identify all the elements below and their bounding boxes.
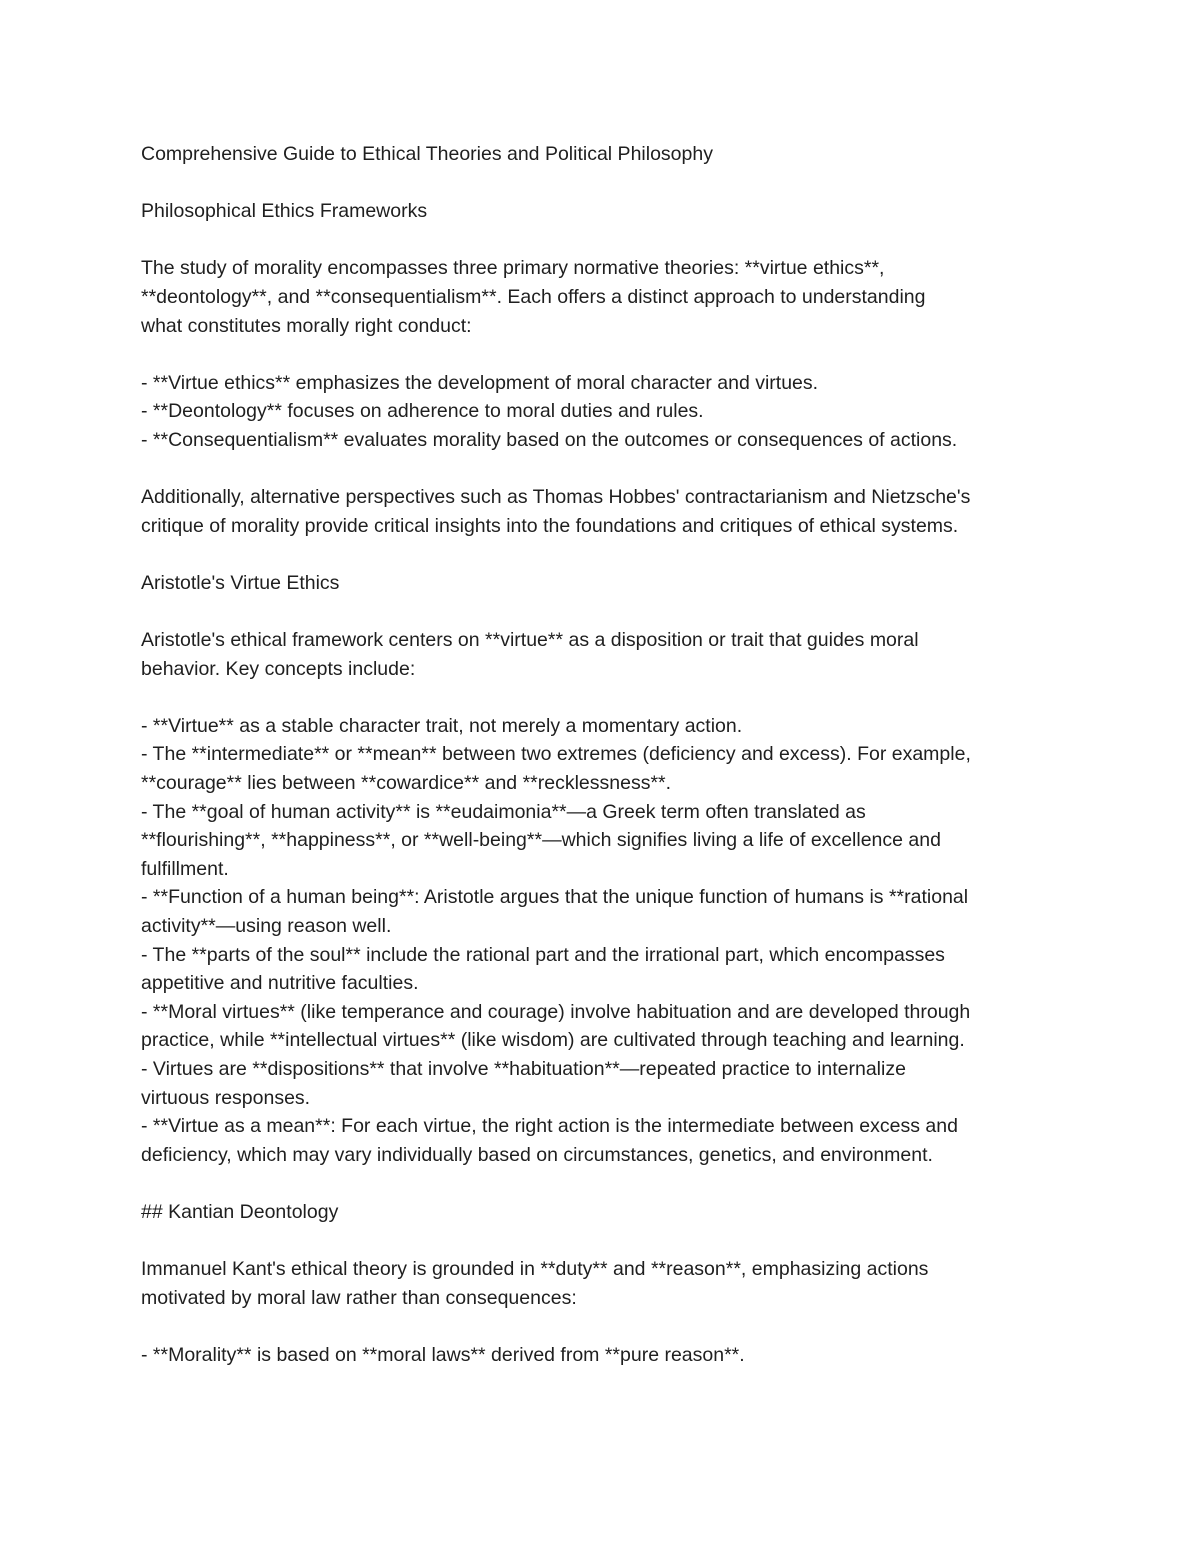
text-line: what constitutes morally right conduct: bbox=[141, 314, 472, 337]
list-item: appetitive and nutritive faculties. bbox=[141, 972, 419, 995]
paragraph-alternative-perspectives bbox=[141, 483, 1071, 540]
list-kant-points bbox=[141, 1341, 1071, 1370]
list-item: virtuous responses. bbox=[141, 1086, 311, 1109]
list-item: - **Virtue ethics** emphasizes the development of moral character and virtues. bbox=[141, 371, 819, 394]
list-item: activity**—using reason well. bbox=[141, 915, 392, 938]
list-item: - **Morality** is based on **moral laws** derived from **pure reason**. bbox=[141, 1343, 745, 1366]
text-line: behavior. Key concepts include: bbox=[141, 657, 416, 680]
document-title: Comprehensive Guide to Ethical Theories and Political Philosophy bbox=[141, 143, 713, 165]
list-item: - Virtues are **dispositions** that involve **habituation**—repeated practice to internalize bbox=[141, 1058, 906, 1080]
list-item: - The **goal of human activity** is **eudaimonia**—a Greek term often translated as bbox=[141, 800, 866, 823]
list-item: - **Function of a human being**: Aristotle argues that the unique function of humans is **rational bbox=[141, 886, 969, 909]
list-item: - **Virtue as a mean**: For each virtue, the right action is the intermediate between excess and bbox=[141, 1115, 958, 1138]
section-heading-aristotle: Aristotle's Virtue Ethics bbox=[141, 571, 340, 594]
text-line: critique of morality provide critical insights into the foundations and critiques of ethical systems. bbox=[141, 514, 959, 537]
list-item: - **Moral virtues** (like temperance and courage) involve habituation and are developed through bbox=[141, 1000, 971, 1023]
list-item: fulfillment. bbox=[141, 857, 229, 880]
list-item: - **Deontology** focuses on adherence to moral duties and rules. bbox=[141, 400, 704, 423]
list-item: - **Virtue** as a stable character trait, not merely a momentary action. bbox=[141, 714, 743, 737]
section-heading-kantian: ## Kantian Deontology bbox=[141, 1200, 339, 1223]
list-aristotle-concepts bbox=[141, 712, 1071, 1170]
list-item: - The **parts of the soul** include the rational part and the irrational part, which encompasses bbox=[141, 943, 945, 966]
list-item: - The **intermediate** or **mean** between two extremes (deficiency and excess). For example, bbox=[141, 743, 971, 766]
list-item: practice, while **intellectual virtues** (like wisdom) are cultivated through teaching and learning. bbox=[141, 1029, 965, 1052]
document-page bbox=[141, 140, 1071, 1370]
paragraph-aristotle-intro bbox=[141, 626, 1071, 683]
text-line: Immanuel Kant's ethical theory is grounded in **duty** and **reason**, emphasizing actions bbox=[141, 1258, 929, 1281]
section-heading-ethics-frameworks: Philosophical Ethics Frameworks bbox=[141, 200, 428, 223]
list-item: - **Consequentialism** evaluates morality based on the outcomes or consequences of actions. bbox=[141, 428, 958, 451]
paragraph-kant-intro bbox=[141, 1255, 1071, 1312]
list-item: **flourishing**, **happiness**, or **well-being**—which signifies living a life of excellence and bbox=[141, 829, 941, 852]
text-line: Aristotle's ethical framework centers on **virtue** as a disposition or trait that guides moral bbox=[141, 629, 919, 652]
text-line: motivated by moral law rather than consequences: bbox=[141, 1286, 577, 1309]
text-line: Additionally, alternative perspectives such as Thomas Hobbes' contractarianism and Nietzsche's bbox=[141, 486, 971, 509]
list-ethics-theories bbox=[141, 369, 1071, 455]
text-line: The study of morality encompasses three primary normative theories: **virtue ethics**, bbox=[141, 257, 885, 280]
paragraph-ethics-intro bbox=[141, 254, 1071, 340]
list-item: deficiency, which may vary individually based on circumstances, genetics, and environment. bbox=[141, 1143, 933, 1166]
list-item: **courage** lies between **cowardice** and **recklessness**. bbox=[141, 772, 672, 795]
text-line: **deontology**, and **consequentialism**. Each offers a distinct approach to understanding bbox=[141, 285, 926, 308]
